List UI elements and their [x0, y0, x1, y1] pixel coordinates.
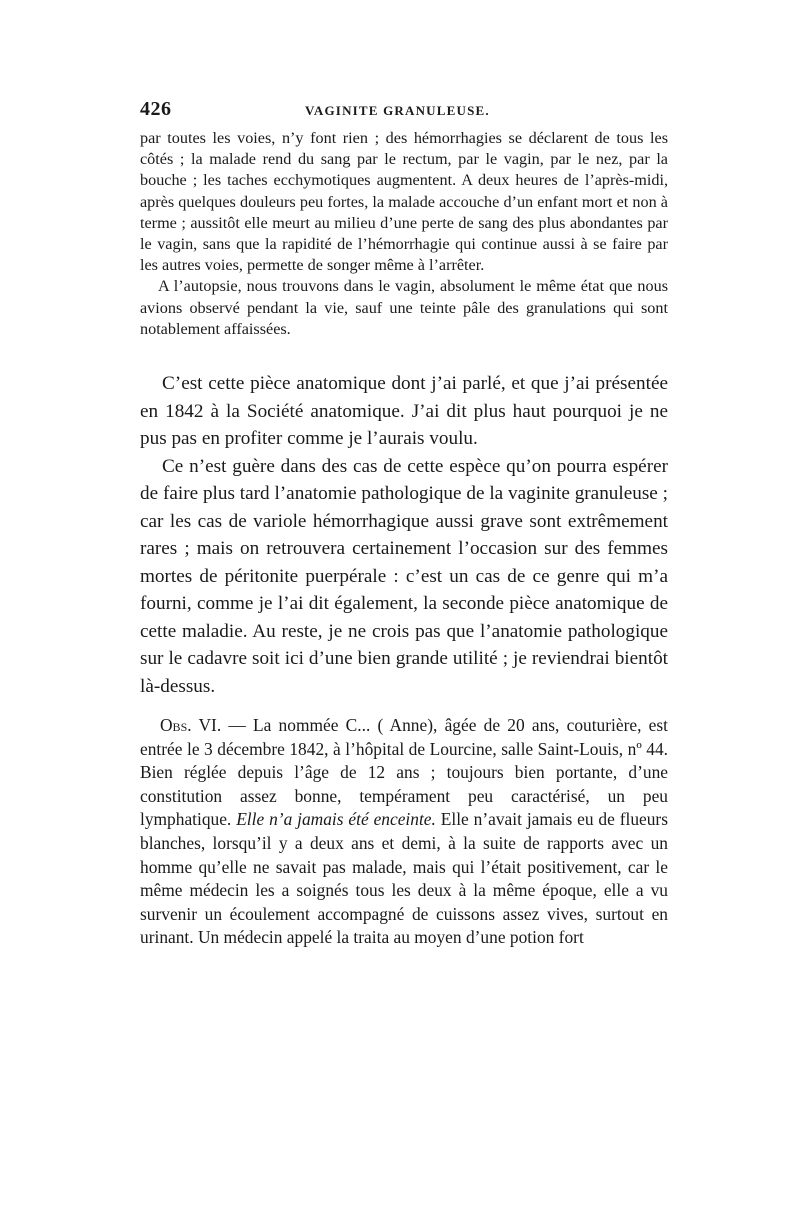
observation-label: Obs. VI.: [160, 715, 222, 736]
observation-paragraph: [140, 714, 668, 950]
observation-six: [140, 714, 668, 950]
observation-italic-note: Elle n’a jamais été enceinte.: [236, 809, 436, 830]
paragraph-pathology: Ce n’est guère dans des cas de cette espèce qu’on pourra espérer de faire plus tard l’anatomie pathologique de la vaginite granuleuse ; car les cas de variole hémorrhagique aussi grave sont extrêmement rares ; mais on retrouvera certainement l’occasion sur des femmes mortes de péritonite puerpérale : c’est un cas de ce genre qui m’a fourni, comme je l’ai dit également, la seconde pièce anatomique de cette maladie. Au reste, je ne crois pas que l’anatomie pathologique sur le cadavre soit ici d’une bien grande utilité ; je reviendrai bientôt là-dessus.: [140, 455, 668, 697]
observation-text-1: — La nommée C... ( Anne), âgée de 20 ans, couturière, est entrée le 3 décembre 1842, à l’hôpital de Lourcine, salle Saint-Louis, nº 44. Bien réglée depuis l’âge de 12 ans ; toujours bien portante, d’une constitution assez bonne, tempérament peu caractérisé, un peu lymphatique.: [140, 715, 668, 830]
paragraph-autopsy: A l’autopsie, nous trouvons dans le vagin, absolument le même état que nous avions observé pendant la vie, sauf une teinte pâle des granulations qui sont notablement affaissées.: [140, 277, 668, 338]
paragraph-anatomical-piece: C’est cette pièce anatomique dont j’ai parlé, et que j’ai présentée en 1842 à la Société anatomique. J’ai dit plus haut pourquoi je ne pus pas en profiter comme je l’aurais voulu.: [140, 373, 668, 450]
page-number: 426: [140, 98, 172, 120]
book-page: [140, 98, 668, 950]
case-continuation: [140, 128, 668, 340]
paragraph-case-end: par toutes les voies, n’y font rien ; des hémorrhagies se déclarent de tous les côtés ; la malade rend du sang par le rectum, par le vagin, par le nez, par la bouche ; les taches ecchymotiques augmentent. A deux heures de l’après-midi, après quelques douleurs peu fortes, la malade accouche d’un enfant mort et non à terme ; aussitôt elle meurt au milieu d’une perte de sang des plus abondantes par le vagin, sans que la rapidité de l’hémorrhagie qui continue aussi à se faire par les autres voies, permette de songer même à l’arrêter.: [140, 129, 668, 275]
observation-text-2: Elle n’avait jamais eu de flueurs blanches, lorsqu’il y a deux ans et demi, à la suite de rapports avec un homme qu’elle ne savait pas malade, mais qui l’était positivement, car le même médecin les a soignés tous les deux à la même époque, elle a vu survenir un écoulement accompagné de cuissons assez vives, surtout en urinant. Un médecin appelé la traita au moyen d’une potion fort: [140, 809, 668, 948]
running-title: VAGINITE GRANULEUSE.: [305, 103, 490, 118]
discussion-section: [140, 370, 668, 700]
page-header: [140, 98, 668, 124]
